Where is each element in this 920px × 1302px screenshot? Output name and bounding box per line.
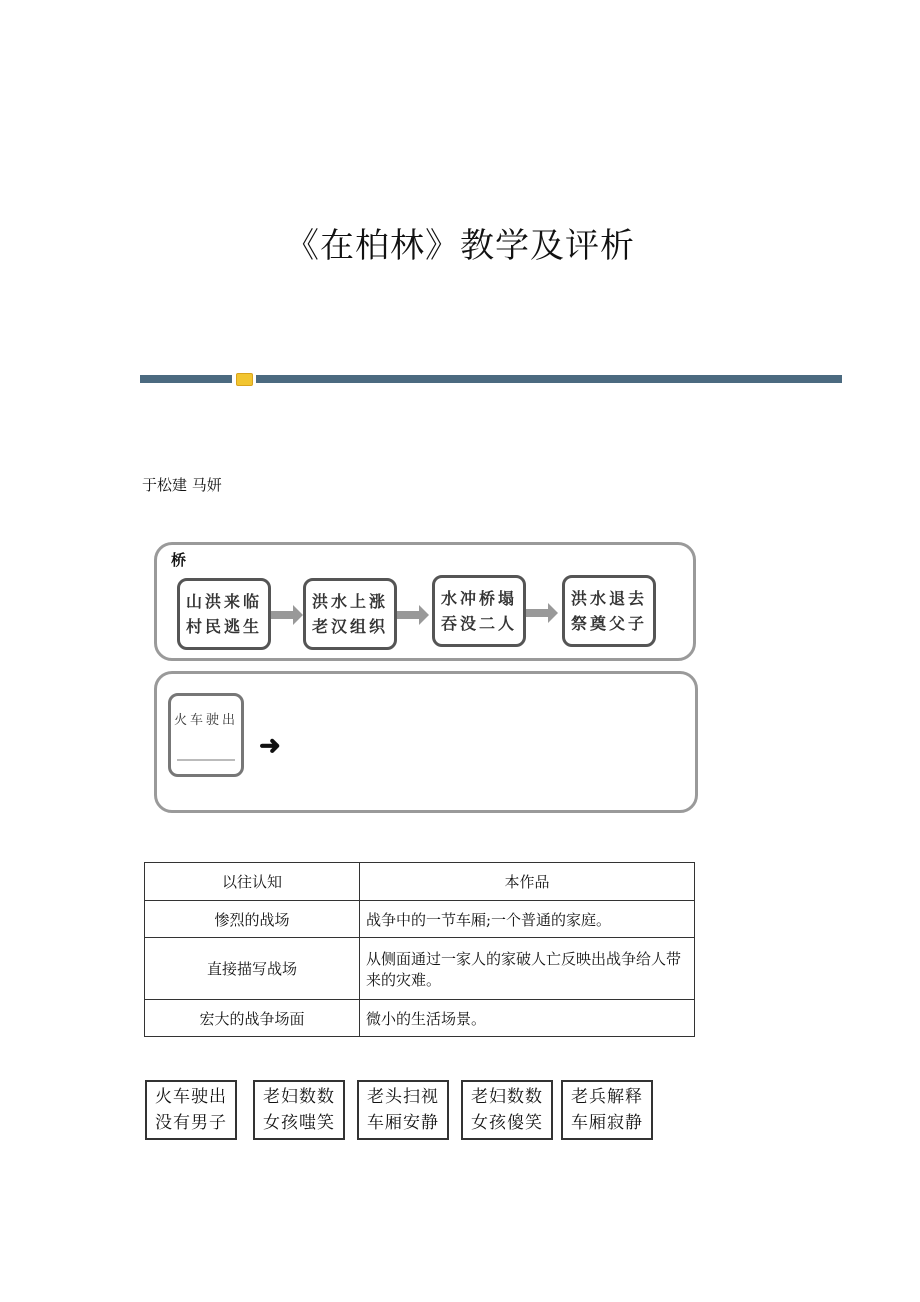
table-row: 惨烈的战场 战争中的一节车厢;一个普通的家庭。	[145, 901, 695, 938]
train-plot-panel	[154, 671, 698, 813]
plot-step: 洪水上涨 老汉组织	[303, 578, 397, 650]
arrow-icon	[397, 611, 419, 619]
arrow-right-icon: ➜	[259, 731, 281, 761]
comparison-table	[144, 862, 695, 1037]
table-row: 宏大的战争场面 微小的生活场景。	[145, 1000, 695, 1037]
table-header-row: 以往认知 本作品	[145, 863, 695, 901]
divider-ornament-icon	[236, 373, 253, 386]
plot-step: 水冲桥塌 吞没二人	[432, 575, 526, 647]
divider-right	[256, 375, 842, 383]
arrow-icon	[271, 611, 293, 619]
document-title: 《在柏林》教学及评析	[285, 226, 635, 266]
author: 于松建 马妍	[142, 476, 222, 494]
plot-step: 山洪来临 村民逃生	[177, 578, 271, 650]
sequence-box: 老妇数数 女孩傻笑	[461, 1080, 553, 1140]
divider-left	[140, 375, 232, 383]
plot-step: 洪水退去 祭奠父子	[562, 575, 656, 647]
table-row: 直接描写战场 从侧面通过一家人的家破人亡反映出战争给人带来的灾难。	[145, 938, 695, 1000]
sequence-box: 老兵解释 车厢寂静	[561, 1080, 653, 1140]
sequence-box: 老头扫视 车厢安静	[357, 1080, 449, 1140]
plot-step: 火车驶出	[168, 693, 244, 777]
bridge-plot-panel	[154, 542, 696, 661]
arrow-icon	[526, 609, 548, 617]
panel-label: 桥	[171, 551, 187, 569]
sequence-box: 老妇数数 女孩嗤笑	[253, 1080, 345, 1140]
sequence-box: 火车驶出 没有男子	[145, 1080, 237, 1140]
